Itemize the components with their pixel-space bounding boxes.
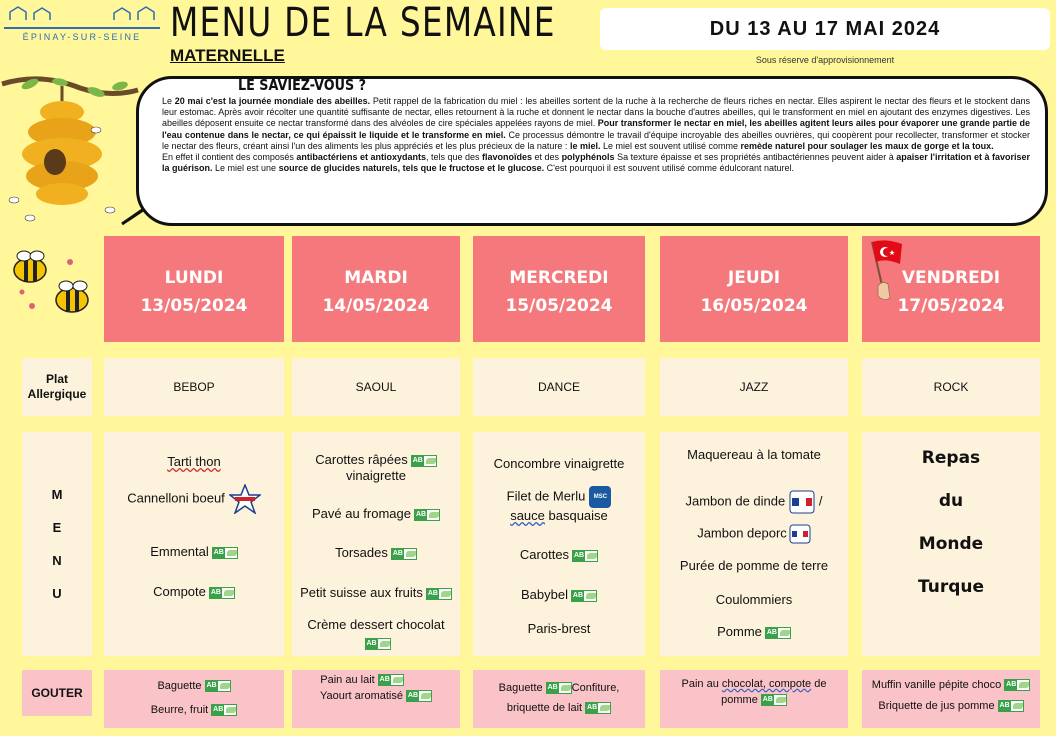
organic-label-icon	[765, 627, 791, 639]
gouter-item-text: Confiture,	[571, 682, 620, 694]
menu-item: Monde	[918, 534, 984, 554]
allergy-meal-tuesday: SAOUL	[292, 358, 460, 416]
organic-label-icon	[209, 587, 235, 599]
menu-item-text: Pavé au fromage	[311, 506, 411, 521]
allergy-label-line1: Plat	[45, 372, 68, 386]
organic-label-icon	[414, 509, 440, 521]
label-rouge-icon	[229, 484, 261, 514]
menu-item-text: Filet de Merlu	[506, 488, 586, 504]
organic-label-icon	[761, 694, 787, 706]
gouter-item-text: Baguette	[157, 680, 202, 692]
day-date: 13/05/2024	[140, 296, 248, 316]
day-name: MARDI	[344, 268, 408, 288]
gouter-item	[292, 690, 460, 702]
allergy-meal-wednesday: DANCE	[473, 358, 645, 416]
menu-item-text: Paris-brest	[527, 621, 591, 636]
day-header-monday	[104, 236, 284, 342]
menu-letter: U	[52, 586, 62, 601]
day-date: 15/05/2024	[505, 296, 613, 316]
date-range: DU 13 AU 17 MAI 2024	[600, 8, 1050, 50]
organic-label-icon	[205, 680, 231, 692]
gouter-item-text: Pain au lait	[320, 674, 375, 686]
menu-item-text: sauce	[510, 508, 545, 523]
gouter-item-text: Beurre, fruit	[150, 704, 209, 716]
day-name: VENDREDI	[901, 268, 1001, 288]
allergy-meal-thursday: JAZZ	[660, 358, 848, 416]
menu-item	[104, 544, 284, 559]
menu-item-text: vinaigrette	[346, 468, 406, 483]
gouter-item	[104, 704, 284, 716]
menu-item-text: Pomme	[717, 624, 762, 639]
day-header-wednesday	[473, 236, 645, 342]
menu-letter: M	[51, 487, 63, 502]
gouter-item	[660, 694, 848, 706]
day-name: LUNDI	[164, 268, 224, 288]
day-header-thursday	[660, 236, 848, 342]
gouter-item	[278, 674, 446, 686]
menu-item	[292, 617, 460, 632]
organic-label-icon	[426, 588, 452, 600]
allergy-meal-monday: BEBOP	[104, 358, 284, 416]
gouter-thursday	[660, 670, 848, 728]
gouter-monday	[104, 670, 284, 728]
organic-label-icon	[546, 682, 572, 694]
menu-item-text: Petit suisse aux fruits	[300, 585, 423, 600]
menu-monday	[104, 432, 284, 656]
organic-label-icon	[406, 690, 432, 702]
menu-item-text: porc	[761, 525, 787, 541]
logo-roofs-icon	[4, 6, 160, 20]
gouter-item	[862, 679, 1040, 691]
organic-label-icon	[212, 547, 238, 559]
menu-item	[292, 452, 460, 467]
menu-item	[104, 454, 284, 469]
organic-label-icon	[572, 550, 598, 562]
info-text: Le 20 mai c'est la journée mondiale des abeilles. Petit rappel de la fabrication du miel : les abeilles sortent de la ruche à la recherche de fleurs riches en nectar. Elles aspirent le nectar des fleurs et le stockent dans leur estomac. Après avoir récolter une quantité suffisante de nectar, elles retournent à la ruche et donnent le nectar dans la bouche d'autres abeilles, qui le transforment en miel en ajoutant des enzymes digestives. Les abeilles déposent ensuite ce nectar transformé dans des alvéoles de cire spéciales appelées rayons de miel. Pour transformer le nectar en miel, les abeilles agitent leurs ailes pour évaporer une grande partie de l'eau contenue dans le nectar, ce qui épaissit le liquide et le transforme en miel. Ce processus démontre le travail d'équipe incroyable des abeilles ouvrières, qui coopèrent pour recollecter, transformer et stocker le nectar des fleurs, créant ainsi l'un des aliments les plus appréciés et les plus précieux de la nature : le miel. Le miel est souvent utilisé comme remède naturel pour soulager les maux de gorge et la toux. En effet il contient des composés antibactériens et antioxydants, tels que des flavonoïdes et des polyphénols Sa texture épaisse et ses propriétés antibactériennes peuvent aider à apaiser l'irritation et à favoriser la guérison. Le miel est une source de glucides naturels, tels que le fructose et le glucose. C'est pourquoi il est souvent utilisé comme édulcorant naturel.	[162, 96, 1031, 174]
allergy-row-label	[22, 358, 92, 416]
allergy-label-line2: Allergique	[27, 387, 87, 401]
menu-item	[292, 506, 460, 521]
gouter-row-label: GOUTER	[22, 670, 92, 716]
menu-item-text: Cannelloni boeuf	[127, 490, 225, 506]
page-subtitle: MATERNELLE	[170, 46, 285, 65]
menu-item: du	[938, 491, 964, 511]
menu-item	[104, 584, 284, 599]
menu-item-text: Concombre vinaigrette	[493, 456, 625, 471]
menu-tuesday	[292, 432, 460, 656]
gouter-item-text: briquette de lait	[506, 702, 583, 714]
menu-letter: N	[52, 553, 62, 568]
menu-item-text: Crème dessert chocolat	[307, 617, 445, 632]
menu-item	[473, 508, 645, 523]
organic-label-icon	[998, 700, 1024, 712]
menu-friday	[862, 432, 1040, 656]
turkey-flag-icon	[864, 236, 904, 304]
day-date: 14/05/2024	[322, 296, 430, 316]
menu-item	[292, 635, 460, 650]
gouter-item-text: Muffin vanille pépite choco	[871, 679, 1002, 691]
gouter-tuesday	[292, 670, 460, 728]
page-title: MENU DE LA SEMAINE	[170, 0, 556, 46]
beehive-icon	[0, 70, 140, 230]
menu-item	[660, 524, 848, 544]
viande-francaise-icon	[789, 490, 815, 514]
menu-item-text: basquaise	[548, 508, 608, 523]
gouter-item-text: de	[811, 678, 827, 690]
gouter-item-text: Baguette	[498, 682, 543, 694]
menu-item-text: Carottes râpées	[315, 452, 408, 467]
menu-item-text: Jambon de	[697, 525, 762, 541]
menu-item	[660, 447, 848, 462]
logo-text: ÉPINAY-SUR-SEINE	[22, 32, 142, 42]
organic-label-icon	[1004, 679, 1030, 691]
organic-label-icon	[211, 704, 237, 716]
city-logo	[4, 6, 160, 44]
msc-label-icon: MSC	[589, 486, 611, 508]
menu-item	[660, 558, 848, 573]
supply-note: Sous réserve d'approvisionnement	[755, 55, 895, 65]
viande-francaise-icon	[789, 524, 811, 544]
organic-label-icon	[571, 590, 597, 602]
gouter-item	[473, 682, 645, 694]
menu-item-text: /	[818, 493, 823, 509]
menu-item-text: Maquereau à la tomate	[687, 447, 821, 462]
day-header-tuesday	[292, 236, 460, 342]
menu-item	[473, 456, 645, 471]
menu-row-label	[22, 432, 92, 656]
menu-thursday	[660, 432, 848, 656]
menu-item-text: Compote	[153, 584, 206, 599]
day-date: 17/05/2024	[897, 296, 1005, 316]
bees-icon	[4, 248, 100, 328]
menu-item-text: Jambon de dinde	[685, 493, 786, 509]
menu-item-text: Coulommiers	[715, 592, 793, 607]
menu-letter: E	[52, 520, 62, 535]
menu-item: Repas	[921, 448, 981, 468]
menu-item-text: Tarti thon	[167, 454, 221, 469]
gouter-item	[104, 680, 284, 692]
day-name: MERCREDI	[509, 268, 609, 288]
info-title: LE SAVIEZ-VOUS ?	[238, 76, 367, 94]
menu-item-text: Purée de pomme de terre	[679, 558, 829, 573]
gouter-item-text: Briquette de jus pomme	[878, 700, 995, 712]
gouter-item	[660, 678, 848, 690]
menu-item-text: Emmental	[150, 544, 209, 559]
gouter-item-text: Pain au	[681, 678, 722, 690]
gouter-wednesday	[473, 670, 645, 728]
menu-item	[473, 621, 645, 636]
organic-label-icon	[411, 455, 437, 467]
menu-item	[104, 484, 284, 514]
menu-item	[292, 585, 460, 600]
menu-item	[473, 486, 645, 508]
menu-item	[660, 490, 848, 514]
gouter-item	[862, 700, 1040, 712]
gouter-item-text: Yaourt aromatisé	[320, 690, 403, 702]
gouter-item-text: pomme	[721, 694, 758, 706]
gouter-item-text: chocolat, compote	[721, 678, 812, 690]
gouter-friday	[862, 670, 1040, 728]
organic-label-icon	[585, 702, 611, 714]
gouter-item	[473, 702, 645, 714]
menu-item	[660, 624, 848, 639]
menu-item-text: Carottes	[519, 547, 570, 562]
organic-label-icon	[391, 548, 417, 560]
menu-item	[660, 592, 848, 607]
logo-bar	[4, 27, 160, 29]
menu-wednesday	[473, 432, 645, 656]
organic-label-icon	[378, 674, 404, 686]
organic-label-icon	[365, 638, 391, 650]
day-name: JEUDI	[727, 268, 781, 288]
allergy-meal-friday: ROCK	[862, 358, 1040, 416]
menu-item-text: Torsades	[335, 545, 388, 560]
menu-item	[292, 468, 460, 483]
menu-item: Turque	[917, 577, 985, 597]
day-date: 16/05/2024	[700, 296, 808, 316]
menu-item	[473, 547, 645, 562]
menu-item	[292, 545, 460, 560]
menu-item-text: Babybel	[521, 587, 568, 602]
menu-item	[473, 587, 645, 602]
